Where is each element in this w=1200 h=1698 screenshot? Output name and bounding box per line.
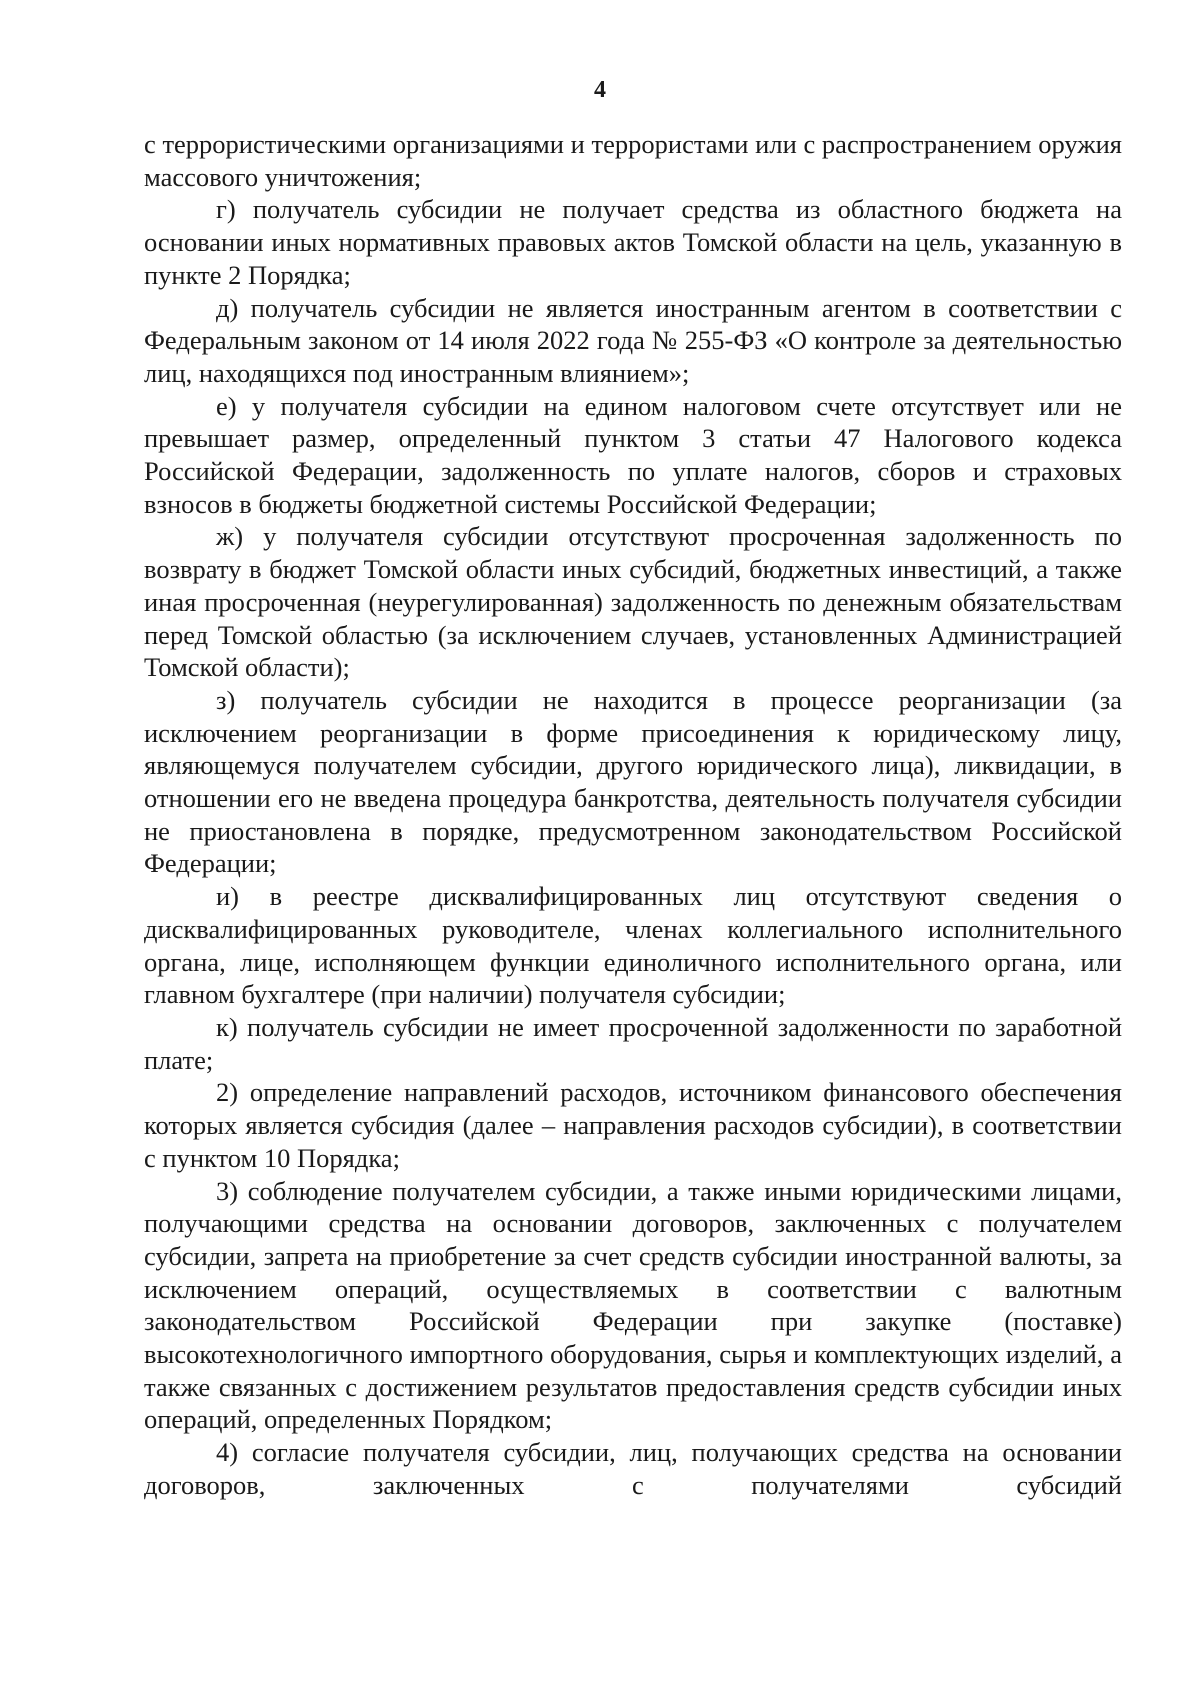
paragraph-clause-4: 4) согласие получателя субсидии, лиц, получающих средства на основании договоров, заключенных с получателями субсидий	[144, 1437, 1122, 1500]
document-body	[144, 128, 1122, 1502]
paragraph-item-g: г) получатель субсидии не получает средства из областного бюджета на основании иных нормативных правовых актов Томской области на цель, указанную в пункте 2 Порядка;	[144, 194, 1122, 290]
paragraph-item-e: е) у получателя субсидии на едином налоговом счете отсутствует или не превышает размер, определенный пунктом 3 статьи 47 Налогового кодекса Российской Федерации, задолженность по уплате налогов, сборов и страховых взносов в бюджеты бюджетной системы Российской Федерации;	[144, 390, 1122, 519]
paragraph-item-k: к) получатель субсидии не имеет просроченной задолженности по заработной плате;	[144, 1011, 1122, 1075]
paragraph-continuation: с террористическими организациями и террористами или с распространением оружия массового уничтожения;	[144, 129, 1122, 192]
paragraph-item-z: з) получатель субсидии не находится в процессе реорганизации (за исключением реорганизации в форме присоединения к юридическому лицу, являющемуся получателем субсидии, другого юридического лица), ликвидации, в отношении его не введена процедура банкротства, деятельность получателя субсидии не приостановлена в порядке, предусмотренном законодательством Российской Федерации;	[144, 684, 1122, 879]
paragraph-clause-2: 2) определение направлений расходов, источником финансового обеспечения которых является субсидия (далее – направления расходов субсидии), в соответствии с пунктом 10 Порядка;	[144, 1077, 1122, 1173]
paragraph-item-i: и) в реестре дисквалифицированных лиц отсутствуют сведения о дисквалифицированных руководителе, членах коллегиального исполнительного органа, лице, исполняющем функции единоличного исполнительного органа, или главном бухгалтере (при наличии) получателя субсидии;	[144, 881, 1122, 1010]
paragraph-item-d: д) получатель субсидии не является иностранным агентом в соответствии с Федеральным законом от 14 июля 2022 года № 255-ФЗ «О контроле за деятельностью лиц, находящихся под иностранным влиянием»;	[144, 292, 1122, 388]
paragraph-clause-3: 3) соблюдение получателем субсидии, а также иными юридическими лицами, получающими средства на основании договоров, заключенных с получателем субсидии, запрета на приобретение за счет средств субсидии иностранной валюты, за исключением операций, осуществляемых в соответствии с валютным законодательством Российской Федерации при закупке (поставке) высокотехнологичного импортного оборудования, сырья и комплектующих изделий, а также связанных с достижением результатов предоставления средств субсидии иных операций, определенных Порядком;	[144, 1175, 1122, 1435]
paragraph-item-zh: ж) у получателя субсидии отсутствуют просроченная задолженность по возврату в бюджет Томской области иных субсидий, бюджетных инвестиций, а также иная просроченная (неурегулированная) задолженность по денежным обязательствам перед Томской областью (за исключением случаев, установленных Администрацией Томской области);	[144, 521, 1122, 683]
page-number: 4	[594, 77, 606, 103]
